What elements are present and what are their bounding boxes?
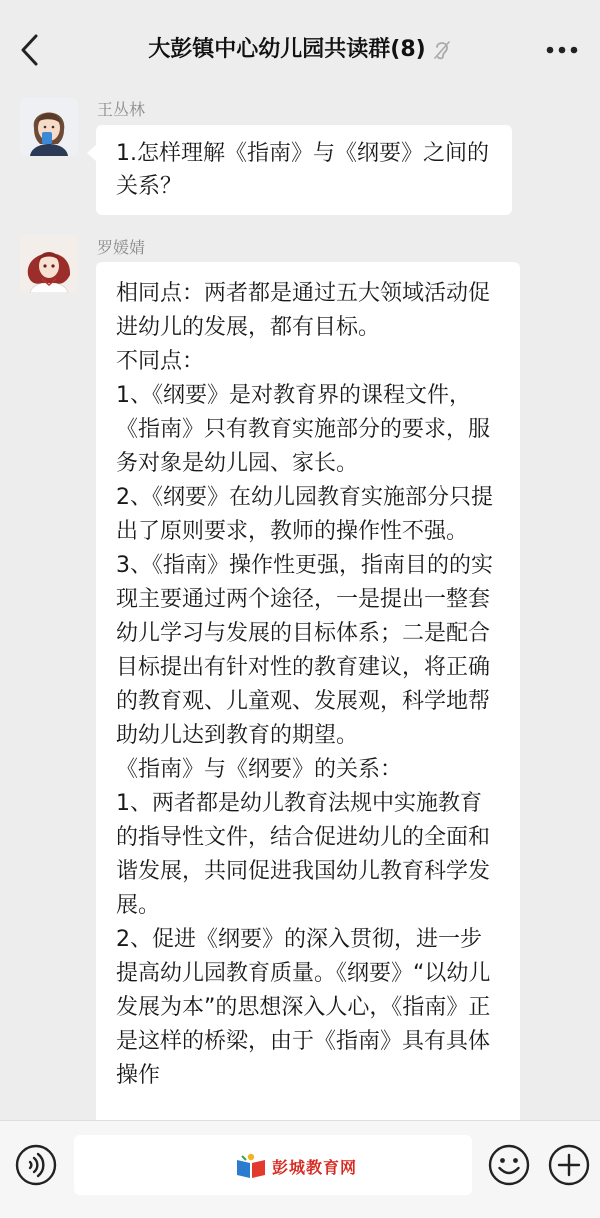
ear-muted-icon [432,38,452,62]
message-bubble[interactable] [96,262,520,1162]
message-text: 1.怎样理解《指南》与《纲要》之间的关系？ [116,141,489,199]
smiley-icon[interactable] [487,1143,531,1187]
book-logo-icon [234,1152,268,1180]
sender-name: 王丛林 [97,100,146,119]
chat-title [0,30,600,70]
watermark-text: 彭城教育网 [272,1157,358,1177]
avatar[interactable] [20,98,78,156]
message-input[interactable] [74,1135,472,1195]
user-avatar-icon [20,98,78,156]
input-bar [0,1120,600,1218]
chat-title-text: 大彭镇中心幼儿园共读群(8) [148,37,426,62]
chat-header [0,0,600,100]
avatar[interactable] [20,235,78,293]
message-text: 相同点：两者都是通过五大领域活动促进幼儿的发展，都有目标。 不同点： 1、《纲要》是对教育界的课程文件，《指南》只有教育实施部分的要求，服务对象是幼儿园、家长。 2、《纲要》在幼儿园教育实施部分只提出了原则要求，教师的操作性不强。 3、《指南》操作性更强，指南目的的实现主要通过两个途径，一是提出一整套幼儿学习与发展的目标体系；二是配合目标提出有针对性的教育建议，将正确的教育观、儿童观、发展观，科学地帮助幼儿达到教育的期望。 《指南》与《纲要》的关系： 1、两者都是幼儿教育法规中实施教育的指导性文件，结合促进幼儿的全面和谐发展，共同促进我国幼儿教育科学发展。 2、促进《纲要》的深入贯彻，进一步提高幼儿园教育质量。《纲要》“以幼儿发展为本”的思想深入人心，《指南》正是这样的桥梁，由于《指南》具有具体操作 [116,281,493,1088]
message-bubble[interactable] [96,125,512,215]
watermark-logo [234,1151,357,1181]
voice-icon[interactable] [14,1143,58,1187]
plus-icon[interactable] [547,1143,591,1187]
sender-name: 罗媛婧 [97,238,146,257]
ellipsis-icon[interactable] [542,32,582,68]
user-avatar-icon [20,235,78,293]
